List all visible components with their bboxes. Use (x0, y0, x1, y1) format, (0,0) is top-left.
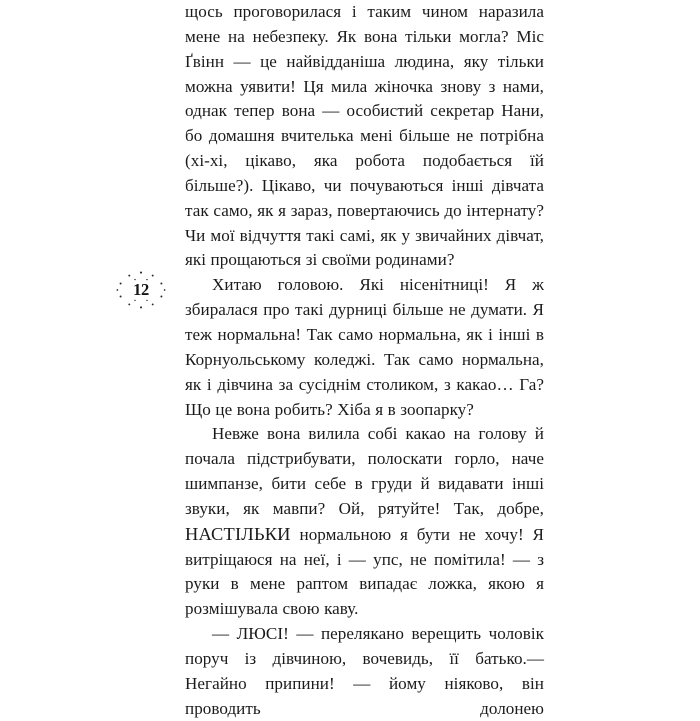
page-number: 12 (133, 280, 149, 299)
paragraph-three (185, 422, 544, 622)
text-column (185, 0, 544, 718)
page-folio-ornament (112, 269, 170, 311)
paragraph-three-part-one: Невже вона вилила собі какао на голову й почала підстрибувати, полоскати горло, наче шимпанзе, бити себе в груди й видавати інші звуки, як мавпи? Ой, рятуйте! Так, добре, (185, 424, 544, 518)
paragraph-continued: щось проговорилася і таким чином наразила мене на небезпеку. Як вона тільки могла? Міс Ґвінн — це найвідданіша людина, яку тільки можна уявити! Ця мила жіночка знову з нами, однак тепер вона — особистий секретар Нани, бо домашня вчителька мені більше не потрібна (хі-хі, цікаво, яка робота подобається їй більше?). Цікаво, чи почуваються інші дівчата так само, як я зараз, повертаючись до інтернату? Чи мої відчуття такі самі, як у звичайних дівчат, які прощаються зі своїми родинами? (185, 2, 544, 270)
emphasis-caps-word: НАСТІЛЬКИ (185, 523, 291, 544)
paragraph-two: Хитаю головою. Які нісенітниці! Я ж збиралася про такі дурниці більше не думати. Я теж нормальна! Так само нормальна, як і інші в Корнуольському коледжі. Так само нормальна, як і дівчина за сусіднім столиком, з какао… Га? Що це вона робить? Хіба я в зоопарку? (185, 275, 544, 419)
paragraph-dialogue: — ЛЮСІ! — перелякано верещить чоловік поруч із дівчиною, вочевидь, її батько.— Негайно припини! — йому ніяково, він проводить долонею (185, 624, 544, 718)
paragraph-three-part-two: нормальною я бути не хочу! Я витріщаюся на неї, і — упс, не помітила! — з руки в мене раптом випадає ложка, якою я розмішувала свою каву. (185, 524, 544, 619)
